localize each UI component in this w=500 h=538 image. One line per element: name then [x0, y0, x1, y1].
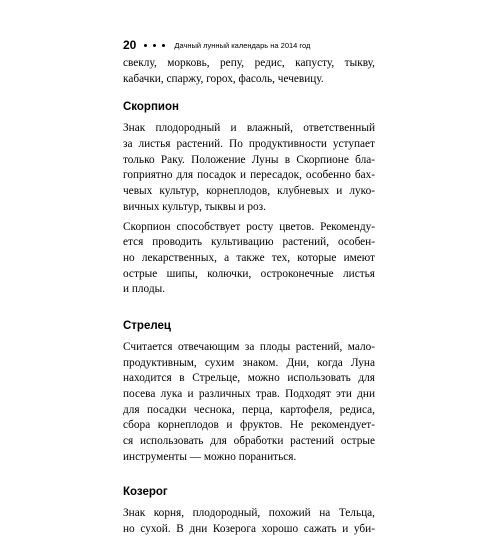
- text-line: за листья растений. По продуктивности уступает: [123, 138, 375, 151]
- text-line: посева лука и различных трав. Подходят эти дни: [123, 388, 375, 400]
- paragraph: [123, 121, 375, 215]
- page-number: 20: [123, 38, 137, 52]
- text-line: Скорпион способствует росту цветов. Рекоменду-: [123, 220, 375, 233]
- body-text: [123, 56, 375, 538]
- text-line: свеклу, морковь, репу, редис, капусту, тыкву,: [123, 57, 375, 69]
- paragraph: [123, 340, 375, 466]
- text-line: Считается отвечающим за плоды растений, мало-: [123, 340, 375, 353]
- text-line: для посадки чеснока, перца, картофеля, редиса,: [123, 403, 375, 416]
- text-line: Знак плодородный и влажный, ответственный: [123, 122, 375, 135]
- running-header: [123, 37, 373, 53]
- paragraph: [123, 506, 375, 537]
- text-line: вичных культур, тыквы и роз.: [123, 200, 266, 213]
- text-line: кабачки, спаржу, горох, фасоль, чечевицу.: [123, 72, 324, 85]
- text-line: но сухой. В дни Козерога хорошо сажать и уби-: [123, 523, 375, 536]
- text-line: сбора корнеплодов и фруктов. Не рекомендует-: [123, 419, 375, 432]
- header-dots: [144, 44, 165, 47]
- text-line: но лекарственных, а также тех, которые имеют: [123, 251, 375, 264]
- text-line: гоприятно для посадок и пересадок, особенно бах-: [123, 169, 375, 182]
- text-line: продуктивным, сухим знаком. Дни, когда Луна: [123, 356, 375, 369]
- text-line: ется проводить культивацию растений, особен-: [123, 236, 375, 249]
- text-line: острые шипы, колючки, остроконечные листья: [123, 267, 375, 280]
- section-heading-scorpio: Скорпион: [123, 101, 179, 114]
- text-line: ся использовать для обработки растений острые: [123, 435, 375, 448]
- text-line: Знак корня, плодородный, похожий на Тельца,: [123, 507, 375, 520]
- text-line: чевых культур, корнеплодов, клубневых и луко-: [123, 185, 375, 198]
- running-title: Дачный лунный календарь на 2014 год: [174, 40, 311, 50]
- bullet-dot-icon: [153, 44, 156, 47]
- text-line: только Раку. Положение Луны в Скорпионе бла-: [123, 153, 375, 166]
- section-heading-sagittarius: Стрелец: [123, 319, 171, 332]
- text-line: находится в Стрельце, можно использовать для: [123, 372, 375, 385]
- paragraph: [123, 220, 375, 298]
- paragraph-continuation: [123, 56, 375, 87]
- bullet-dot-icon: [162, 44, 165, 47]
- bullet-dot-icon: [144, 44, 147, 47]
- section-heading-capricorn: Козерог: [123, 486, 168, 499]
- text-line: и плоды.: [123, 283, 166, 296]
- text-line: инструменты — можно пораниться.: [123, 450, 297, 463]
